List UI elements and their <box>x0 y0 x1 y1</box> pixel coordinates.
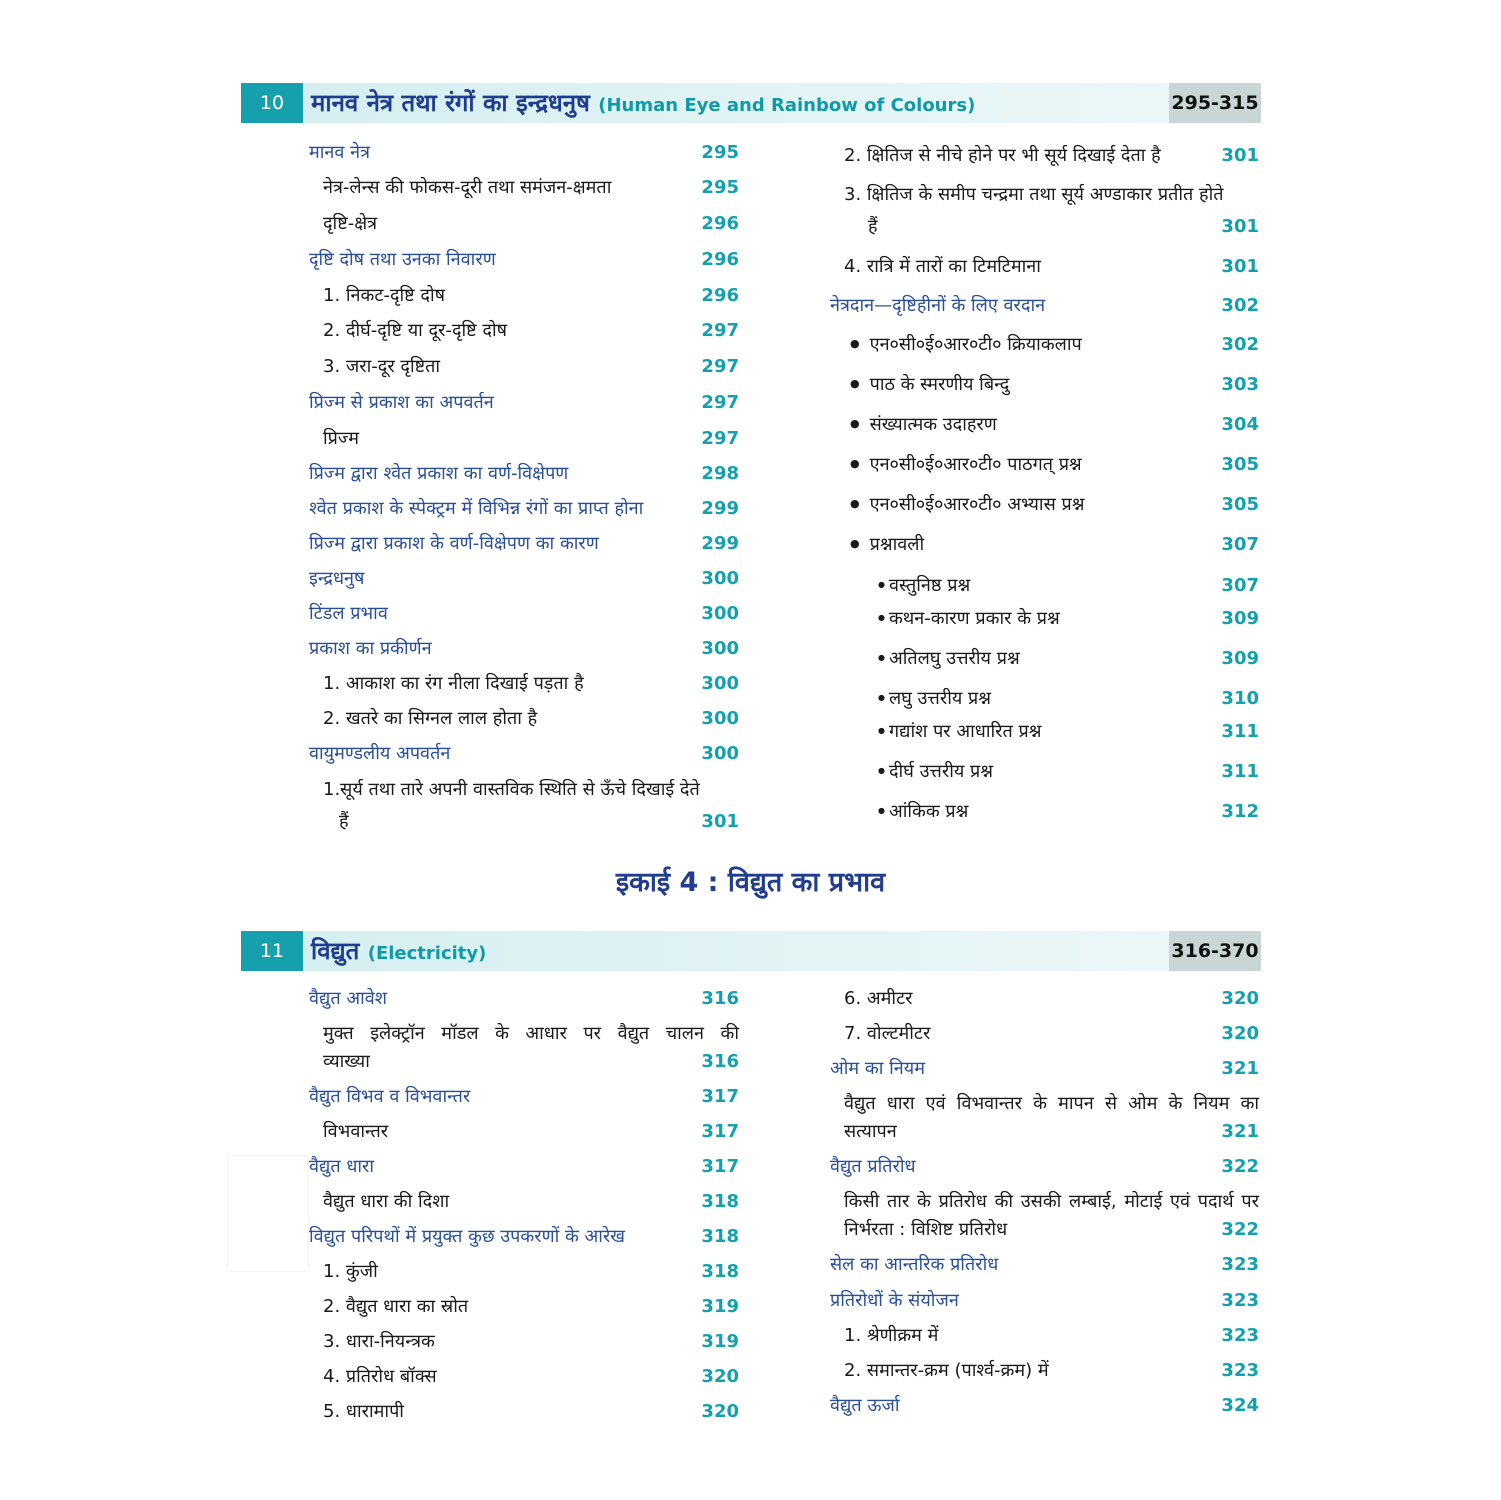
toc-entry[interactable]: वैद्युत आवेश <box>309 988 387 1009</box>
toc-page: 302 <box>1221 334 1259 355</box>
toc-entry[interactable]: टिंडल प्रभाव <box>309 603 388 624</box>
toc-page: 302 <box>1221 295 1259 316</box>
toc-entry[interactable]: ● गद्यांश पर आधारित प्रश्न <box>878 718 1042 749</box>
toc-page: 300 <box>701 603 739 624</box>
toc-page: 319 <box>701 1296 739 1317</box>
chapter-title-english: (Electricity) <box>367 943 487 964</box>
toc-entry[interactable]: प्रकाश का प्रकीर्णन <box>309 638 432 659</box>
chapter-11-header <box>241 931 1261 971</box>
toc-entry[interactable]: ओम का नियम <box>830 1058 925 1079</box>
toc-entry[interactable]: 4. रात्रि में तारों का टिमटिमाना <box>844 256 1041 277</box>
toc-entry[interactable]: ● लघु उत्तरीय प्रश्न <box>878 685 991 716</box>
toc-entry[interactable]: 2. समान्तर-क्रम (पार्श्व-क्रम) में <box>844 1360 1049 1381</box>
chapter-number: 10 <box>241 83 303 123</box>
toc-entry[interactable]: 2. क्षितिज से नीचे होने पर भी सूर्य दिखाई देता है <box>844 145 1161 166</box>
toc-entry-continued: व्याख्या <box>323 1051 370 1072</box>
toc-page: 316 <box>701 988 739 1009</box>
toc-page: 303 <box>1221 374 1259 395</box>
toc-page: 307 <box>1221 575 1259 596</box>
chapter-title-english: (Human Eye and Rainbow of Colours) <box>598 95 976 116</box>
toc-page: 323 <box>1221 1290 1259 1311</box>
toc-entry[interactable]: 1. आकाश का रंग नीला दिखाई पड़ता है <box>323 673 584 694</box>
toc-page: 320 <box>1221 988 1259 1009</box>
toc-entry[interactable]: 1. कुंजी <box>323 1261 378 1282</box>
unit-heading: इकाई 4 : विद्युत का प्रभाव <box>615 867 886 898</box>
toc-entry-continued: सत्यापन <box>844 1121 897 1142</box>
toc-page: 300 <box>701 673 739 694</box>
chapter-page-range: 316-370 <box>1169 931 1261 971</box>
toc-page: 320 <box>1221 1023 1259 1044</box>
chapter-title <box>311 83 975 123</box>
toc-entry[interactable]: प्रिज्म से प्रकाश का अपवर्तन <box>309 392 494 413</box>
toc-page: 317 <box>701 1121 739 1142</box>
toc-entry[interactable]: वैद्युत प्रतिरोध <box>830 1156 916 1177</box>
toc-page: 309 <box>1221 648 1259 669</box>
toc-page: 296 <box>701 213 739 234</box>
toc-page: 299 <box>701 533 739 554</box>
toc-page: 311 <box>1221 721 1259 742</box>
toc-entry[interactable]: 3. क्षितिज के समीप चन्द्रमा तथा सूर्य अण्डाकार प्रतीत होते <box>844 184 1224 205</box>
toc-page: 301 <box>1221 216 1259 237</box>
toc-page: 324 <box>1221 1395 1259 1416</box>
chapter-10-header <box>241 83 1261 123</box>
toc-entry[interactable]: नेत्रदान—दृष्टिहीनों के लिए वरदान <box>830 295 1046 316</box>
toc-page: 322 <box>1221 1219 1259 1240</box>
toc-entry[interactable]: 1. श्रेणीक्रम में <box>844 1325 939 1346</box>
toc-page: 297 <box>701 356 739 377</box>
toc-entry[interactable]: 1. निकट-दृष्टि दोष <box>323 285 446 306</box>
toc-page: 297 <box>701 428 739 449</box>
toc-entry[interactable]: ● एन०सी०ई०आर०टी० क्रियाकलाप <box>850 331 1082 361</box>
toc-page: 323 <box>1221 1325 1259 1346</box>
toc-page: 311 <box>1221 761 1259 782</box>
toc-entry[interactable]: वैद्युत धारा <box>309 1156 375 1177</box>
toc-page: 305 <box>1221 494 1259 515</box>
toc-entry[interactable]: वायुमण्डलीय अपवर्तन <box>309 743 451 764</box>
toc-entry[interactable]: ● दीर्घ उत्तरीय प्रश्न <box>878 758 993 789</box>
toc-entry[interactable]: ● अतिलघु उत्तरीय प्रश्न <box>878 645 1020 676</box>
toc-page: 305 <box>1221 454 1259 475</box>
toc-page: 323 <box>1221 1360 1259 1381</box>
toc-entry[interactable]: मुक्त इलेक्ट्रॉन मॉडल के आधार पर वैद्युत चालन की <box>323 1023 739 1044</box>
toc-page: 321 <box>1221 1058 1259 1079</box>
toc-page: 304 <box>1221 414 1259 435</box>
toc-page: 318 <box>701 1191 739 1212</box>
toc-entry[interactable]: 1.सूर्य तथा तारे अपनी वास्तविक स्थिति से ऊँचे दिखाई देते <box>323 779 700 800</box>
chapter-number: 11 <box>241 931 303 971</box>
toc-entry[interactable]: विभवान्तर <box>323 1121 389 1142</box>
toc-page: 296 <box>701 285 739 306</box>
toc-entry[interactable]: वैद्युत विभव व विभवान्तर <box>309 1086 471 1107</box>
toc-entry[interactable]: ● एन०सी०ई०आर०टी० अभ्यास प्रश्न <box>850 491 1084 521</box>
toc-entry[interactable]: ● एन०सी०ई०आर०टी० पाठगत् प्रश्न <box>850 451 1082 481</box>
toc-entry[interactable]: ● पाठ के स्मरणीय बिन्दु <box>850 371 1009 401</box>
toc-entry[interactable]: 2. वैद्युत धारा का स्रोत <box>323 1296 469 1317</box>
toc-page: 297 <box>701 320 739 341</box>
toc-entry[interactable]: वैद्युत धारा की दिशा <box>323 1191 450 1212</box>
toc-entry[interactable]: सेल का आन्तरिक प्रतिरोध <box>830 1254 999 1275</box>
toc-entry[interactable]: ● प्रश्नावली <box>850 531 924 561</box>
toc-page: 301 <box>701 811 739 832</box>
toc-entry[interactable]: प्रिज्म <box>323 428 359 449</box>
toc-page: 309 <box>1221 608 1259 629</box>
chapter-title <box>311 931 486 971</box>
toc-page: 295 <box>701 177 739 198</box>
toc-entry[interactable]: वैद्युत धारा एवं विभवान्तर के मापन से ओम के नियम का <box>844 1093 1259 1114</box>
toc-page: 300 <box>701 743 739 764</box>
chapter-title-hindi: विद्युत <box>311 937 360 965</box>
toc-entry[interactable]: श्वेत प्रकाश के स्पेक्ट्रम में विभिन्न रंगों का प्राप्त होना <box>309 498 644 519</box>
toc-entry[interactable]: इन्द्रधनुष <box>309 568 365 589</box>
chapter-page-range: 295-315 <box>1169 83 1261 123</box>
toc-entry[interactable]: ● आंकिक प्रश्न <box>878 798 968 829</box>
toc-entry[interactable]: 3. जरा-दूर दृष्टिता <box>323 356 441 377</box>
toc-page: 310 <box>1221 688 1259 709</box>
toc-page: 320 <box>701 1366 739 1387</box>
toc-entry[interactable]: 2. दीर्घ-दृष्टि या दूर-दृष्टि दोष <box>323 320 508 341</box>
toc-entry[interactable]: दृष्टि-क्षेत्र <box>323 213 378 234</box>
toc-page: 317 <box>701 1086 739 1107</box>
toc-page: 297 <box>701 392 739 413</box>
toc-page: 319 <box>701 1331 739 1352</box>
toc-page: 301 <box>1221 145 1259 166</box>
toc-page: 296 <box>701 249 739 270</box>
chapter-title-hindi: मानव नेत्र तथा रंगों का इन्द्रधनुष <box>311 89 590 117</box>
toc-page: 300 <box>701 568 739 589</box>
publisher-watermark <box>227 1155 309 1272</box>
toc-page: 312 <box>1221 801 1259 822</box>
toc-entry[interactable]: 2. खतरे का सिग्नल लाल होता है <box>323 708 538 729</box>
toc-page: 295 <box>701 142 739 163</box>
toc-page: 300 <box>701 638 739 659</box>
toc-entry[interactable]: नेत्र-लेन्स की फोकस-दूरी तथा समंजन-क्षमता <box>323 177 612 198</box>
toc-entry[interactable]: प्रतिरोधों के संयोजन <box>830 1290 959 1311</box>
toc-entry[interactable]: 4. प्रतिरोध बॉक्स <box>323 1366 437 1387</box>
toc-entry[interactable]: मानव नेत्र <box>309 142 371 163</box>
toc-entry[interactable]: 7. वोल्टमीटर <box>844 1023 931 1044</box>
toc-page: 300 <box>701 708 739 729</box>
toc-page: 301 <box>1221 256 1259 277</box>
toc-page: 298 <box>701 463 739 484</box>
toc-entry[interactable]: ● संख्यात्मक उदाहरण <box>850 411 997 441</box>
toc-entry[interactable]: किसी तार के प्रतिरोध की उसकी लम्बाई, मोटाई एवं पदार्थ पर <box>844 1191 1259 1212</box>
toc-page: 318 <box>701 1226 739 1247</box>
toc-entry[interactable]: विद्युत परिपथों में प्रयुक्त कुछ उपकरणों के आरेख <box>309 1226 626 1247</box>
toc-entry[interactable]: ● वस्तुनिष्ठ प्रश्न <box>878 572 970 603</box>
toc-entry-continued: निर्भरता : विशिष्ट प्रतिरोध <box>844 1219 1008 1240</box>
toc-page: 321 <box>1221 1121 1259 1142</box>
toc-entry[interactable]: 5. धारामापी <box>323 1401 404 1422</box>
toc-entry-continued: हैं <box>868 216 878 237</box>
toc-entry[interactable]: वैद्युत ऊर्जा <box>830 1395 900 1416</box>
toc-page: 317 <box>701 1156 739 1177</box>
toc-page: 299 <box>701 498 739 519</box>
toc-entry-continued: हैं <box>339 811 349 832</box>
toc-page: 322 <box>1221 1156 1259 1177</box>
toc-entry[interactable]: ● कथन-कारण प्रकार के प्रश्न <box>878 605 1060 636</box>
toc-entry[interactable]: प्रिज्म द्वारा प्रकाश के वर्ण-विक्षेपण का कारण <box>309 533 599 554</box>
toc-entry[interactable]: दृष्टि दोष तथा उनका निवारण <box>309 249 496 270</box>
toc-page: 320 <box>701 1401 739 1422</box>
toc-entry[interactable]: 6. अमीटर <box>844 988 913 1009</box>
toc-page: 316 <box>701 1051 739 1072</box>
toc-entry[interactable]: 3. धारा-नियन्त्रक <box>323 1331 435 1352</box>
toc-page: 323 <box>1221 1254 1259 1275</box>
toc-entry[interactable]: प्रिज्म द्वारा श्वेत प्रकाश का वर्ण-विक्षेपण <box>309 463 569 484</box>
toc-page: 318 <box>701 1261 739 1282</box>
toc-page: 307 <box>1221 534 1259 555</box>
